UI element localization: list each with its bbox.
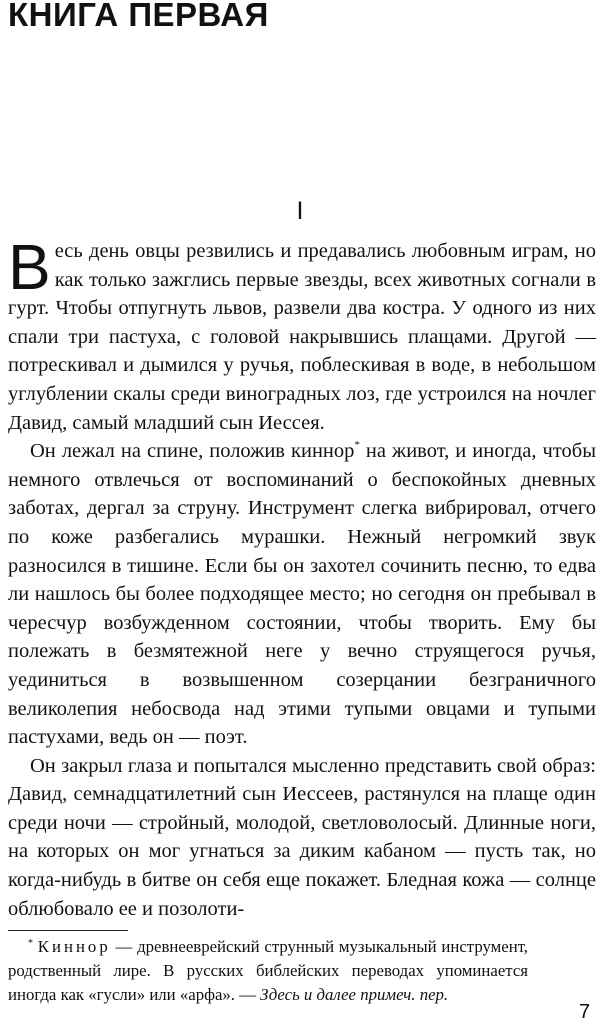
paragraph-3-text: Он закрыл глаза и попытался мысленно представить свой образ: Давид, семнадцатилетний сын Иессеев, растянулся на плаще один среди ночи — стройный, молодой, светловолосый. Длинные ноги, на которых он мог угнаться за диким кабаном — пусть так, но когда-нибудь в битве он себя еще покажет. Бледная кожа — солнце облюбовало ее и позолоти- (8, 754, 596, 920)
paragraph-2-text-end: на живот, и иногда, чтобы немного отвлечься от воспоминаний о беспокойных дневных заботах, дергал за струну. Инструмент слегка вибрировал, отчего по коже разбегались мурашки. Нежный негромкий звук разносился в тишине. Если бы он захотел сочинить песню, то едва ли нашлось бы более подходящее место; но сегодня он пребывал в чересчур возбужденном состоянии, чтобы творить. Ему бы полежать в безмятежной неге у вечно струящегося ручья, уединиться в возвышенном созерцании безграничного великолепия небосвода над этими тупыми овцами и тупыми пастухами, ведь он — поэт. (8, 440, 597, 749)
chapter-number: I (296, 197, 304, 225)
footnote-text: — древнееврейский струнный музыкальный инструмент, родственный лире. В русских библейских переводах упоминается иногда как «гусли» или «арфа». — (8, 937, 528, 1004)
footnote-divider (8, 930, 128, 931)
drop-cap: В (8, 231, 51, 303)
paragraph-1 (8, 231, 596, 437)
paragraph-3 (8, 752, 596, 924)
page-number: 7 (579, 1001, 591, 1023)
chapter-body (8, 231, 597, 923)
footnote-term: Киннор (37, 937, 111, 956)
paragraph-1-text: есь день овцы резвились и предавались любовным играм, но как только зажглись первые звезды, всех животных согнали в гурт. Чтобы отпугнуть львов, развели два костра. У одного из них спали три пастуха, с головой накрывшись плащами. Другой — потрескивал и дымился у ручья, поблескивая в воде, в небольшом углублении скалы среди виноградных лоз, где устроился на ночлег Давид, самый младший сын Иессея. (8, 240, 596, 434)
footnote-mark: * (28, 938, 33, 949)
paragraph-2 (8, 437, 596, 752)
paragraph-2-text-start: Он лежал на спине, положив киннор (30, 440, 355, 463)
footnote (8, 935, 528, 1007)
footnote-translator-note: Здесь и далее примеч. пер. (260, 985, 449, 1004)
footnote-reference[interactable]: * (354, 439, 360, 452)
book-part-title: КНИГА ПЕРВАЯ (8, 0, 269, 33)
